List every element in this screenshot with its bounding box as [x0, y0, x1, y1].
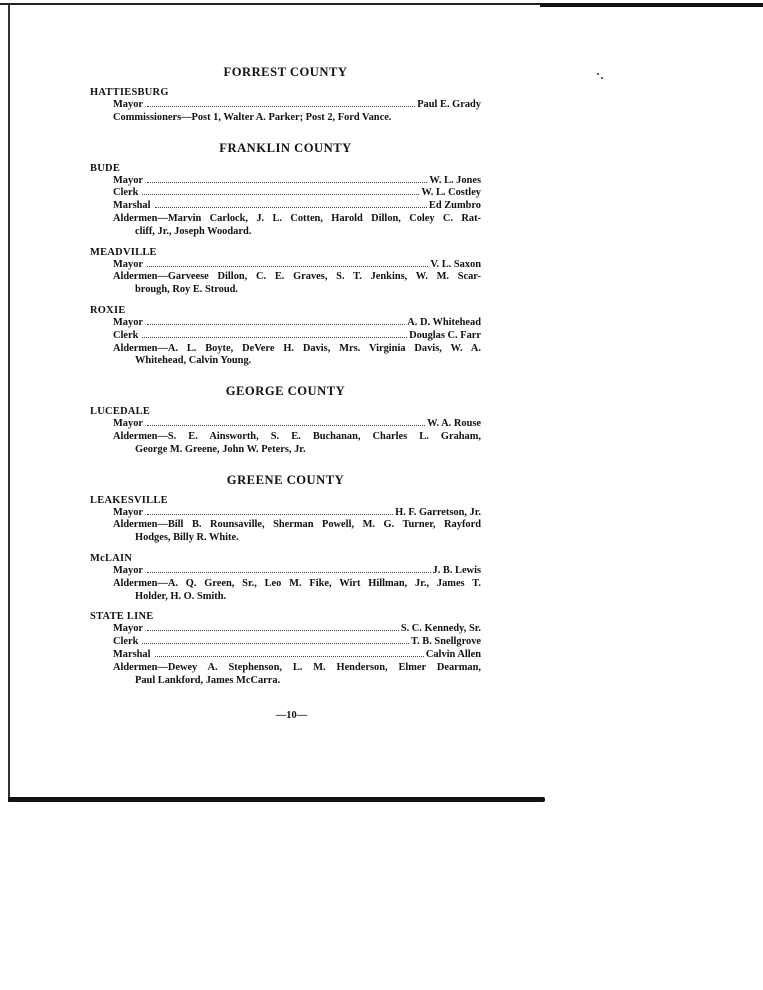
council-members-line: Aldermen—Garveese Dillon, C. E. Graves, S. T. Jenkins, W. M. Scar- — [113, 271, 481, 283]
office-row — [113, 200, 481, 213]
office-row — [113, 418, 481, 431]
dot-leader — [147, 572, 430, 573]
dot-leader — [147, 106, 415, 107]
office-row — [113, 636, 481, 649]
office-holder: T. B. Snellgrove — [410, 636, 481, 648]
council-members-line: Aldermen—S. E. Ainsworth, S. E. Buchanan, Charles L. Graham, — [113, 430, 481, 442]
office-holder: W. A. Rouse — [427, 418, 481, 430]
office-holder: J. B. Lewis — [432, 564, 481, 576]
council-members-line: George M. Greene, John W. Peters, Jr. — [135, 443, 306, 455]
town-name: BUDE — [90, 162, 121, 174]
office-row — [113, 623, 481, 636]
county-heading: GREENE COUNTY — [226, 472, 345, 487]
office-row — [113, 330, 481, 343]
town-name: HATTIESBURG — [90, 87, 169, 98]
bottom-border-rule — [8, 797, 545, 802]
office-title: Mayor — [113, 174, 144, 186]
dot-leader — [142, 194, 419, 195]
council-members-line: Aldermen—Marvin Carlock, J. L. Cotten, Harold Dillon, Coley C. Rat- — [113, 212, 481, 224]
county-heading: GEORGE COUNTY — [225, 384, 346, 399]
office-holder: Paul E. Grady — [417, 99, 481, 110]
town-name: LEAKESVILLE — [90, 494, 168, 506]
county-heading: FORREST COUNTY — [223, 65, 348, 79]
dot-leader — [147, 630, 399, 631]
council-members-line: Hodges, Billy R. White. — [135, 532, 239, 544]
dot-leader — [142, 337, 407, 338]
council-members-line: Paul Lankford, James McCarra. — [135, 674, 281, 686]
office-holder: H. F. Garretson, Jr. — [395, 506, 481, 518]
office-title: Marshal — [113, 200, 151, 212]
dot-leader — [147, 425, 425, 426]
dot-leader — [142, 643, 409, 644]
dot-leader — [147, 514, 393, 515]
office-row — [113, 649, 481, 662]
office-row — [113, 317, 481, 330]
office-title: Mayor — [113, 258, 144, 270]
page-number-wrap — [0, 710, 763, 721]
dot-leader — [147, 324, 405, 325]
office-row — [113, 565, 481, 578]
town-name: MEADVILLE — [90, 246, 157, 258]
office-row — [113, 507, 481, 520]
council-members-line: brough, Roy E. Stroud. — [135, 284, 238, 296]
town-name: McLAIN — [90, 552, 133, 564]
office-title: Mayor — [113, 506, 144, 518]
office-title: Mayor — [113, 316, 144, 328]
council-members-line: Holder, H. O. Smith. — [135, 590, 227, 602]
top-border-rule-thick — [540, 3, 763, 7]
office-holder: Ed Zumbro — [428, 200, 481, 212]
dot-leader — [147, 182, 427, 183]
office-holder: S. C. Kennedy, Sr. — [400, 623, 481, 635]
office-title: Clerk — [113, 329, 139, 341]
council-members-line: Whitehead, Calvin Young. — [135, 355, 252, 367]
office-title: Mayor — [113, 99, 144, 110]
dot-leader — [155, 207, 427, 208]
office-holder: Calvin Allen — [425, 648, 481, 660]
dot-leader — [155, 656, 424, 657]
town-name: LUCEDALE — [90, 406, 151, 418]
council-members-line: cliff, Jr., Joseph Woodard. — [135, 225, 252, 237]
council-members-line: Aldermen—Dewey A. Stephenson, L. M. Henderson, Elmer Dearman, — [113, 661, 481, 673]
office-title: Mayor — [113, 564, 144, 576]
office-row — [113, 99, 481, 112]
scan-speck — [601, 77, 603, 79]
office-row — [113, 259, 481, 272]
office-title: Marshal — [113, 648, 151, 660]
council-members-line: Aldermen—A. L. Boyte, DeVere H. Davis, Mrs. Virginia Davis, W. A. — [113, 342, 481, 354]
left-border-rule — [8, 5, 10, 802]
directory-page-content — [90, 64, 481, 687]
council-members-line: Aldermen—Bill B. Rounsaville, Sherman Powell, M. G. Turner, Rayford — [113, 519, 481, 531]
scan-speck — [597, 73, 599, 75]
dot-leader — [147, 266, 428, 267]
council-members-line: Commissioners—Post 1, Walter A. Parker; Post 2, Ford Vance. — [113, 111, 392, 123]
office-holder: Douglas C. Farr — [409, 329, 481, 341]
office-title: Mayor — [113, 418, 144, 430]
office-title: Mayor — [113, 623, 144, 635]
town-name: STATE LINE — [90, 611, 154, 623]
office-row — [113, 187, 481, 200]
office-title: Clerk — [113, 636, 139, 648]
office-row — [113, 175, 481, 188]
office-holder: W. L. Costley — [421, 187, 481, 199]
town-name: ROXIE — [90, 304, 126, 316]
office-holder: A. D. Whitehead — [407, 316, 481, 328]
office-title: Clerk — [113, 187, 139, 199]
council-members-line: Aldermen—A. Q. Green, Sr., Leo M. Fike, Wirt Hillman, Jr., James T. — [113, 577, 481, 589]
county-heading: FRANKLIN COUNTY — [219, 140, 352, 155]
office-holder: W. L. Jones — [429, 174, 481, 186]
office-holder: V. L. Saxon — [430, 258, 481, 270]
page-number: —10— — [275, 710, 308, 721]
